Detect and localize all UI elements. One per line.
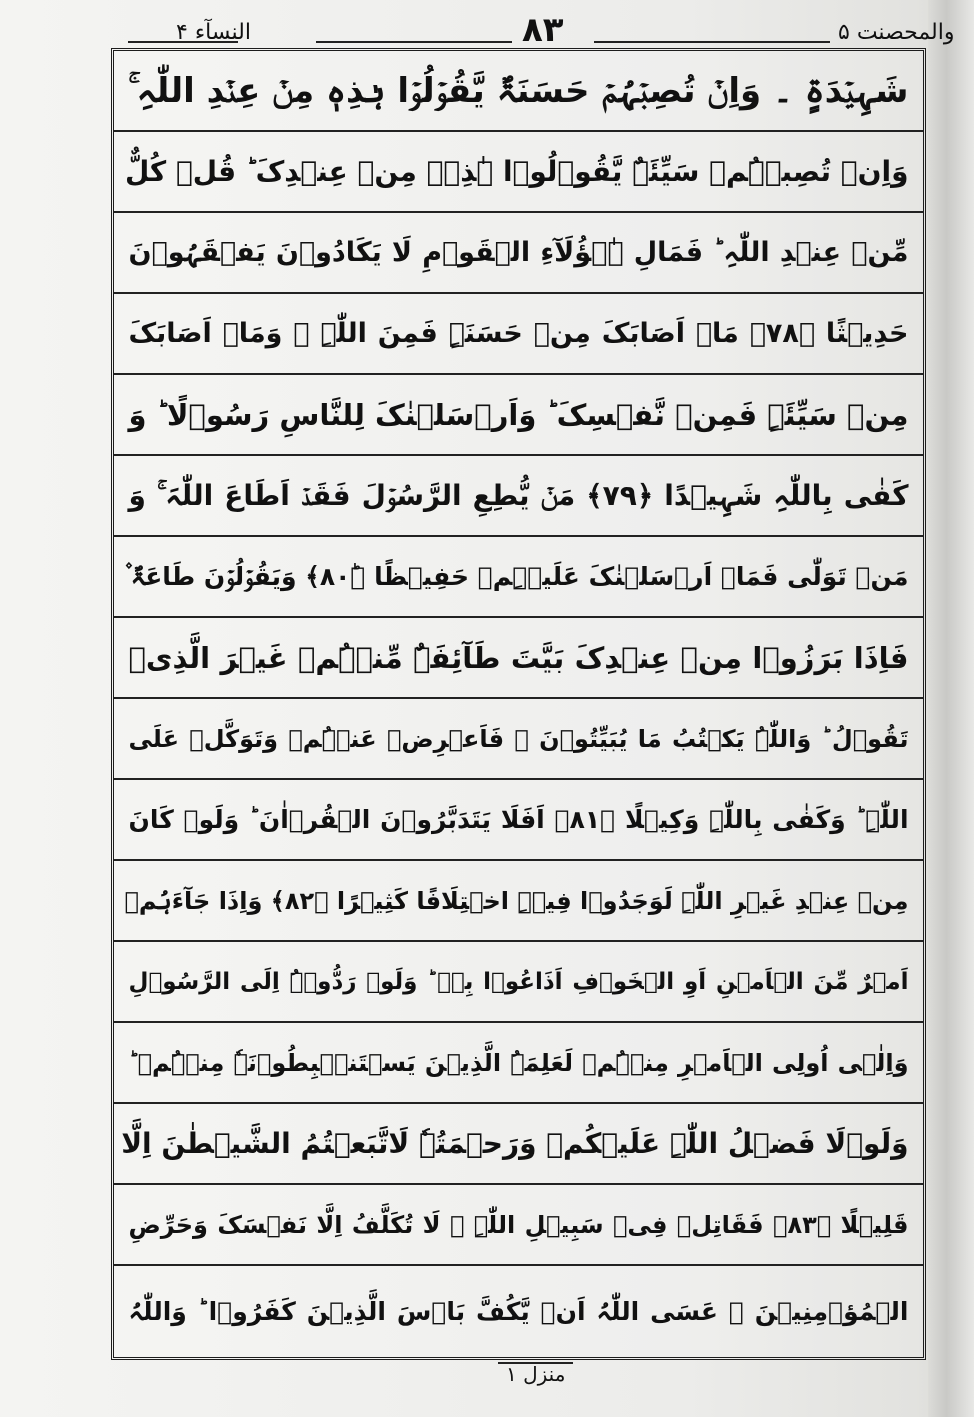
text-line-2	[114, 132, 923, 213]
line-text: وَاِلٰۤی اُولِی الۡاَمۡرِ مِنۡہُمۡ لَعَلِمَہُ الَّذِیۡنَ یَسۡتَنۡۢبِطُوۡنَہٗ مِنۡہُمۡ ؕ	[128, 1048, 909, 1077]
line-text: مِنۡ سَیِّئَۃٍ فَمِنۡ نَّفۡسِکَ ؕ وَاَرۡسَلۡنٰکَ لِلنَّاسِ رَسُوۡلًا ؕ وَ	[128, 397, 909, 432]
page-spine-edge	[928, 0, 974, 1417]
line-text: اللّٰہِ ؕ وَکَفٰی بِاللّٰہِ وَکِیۡلًا ﴿۸۱﴾ اَفَلَا یَتَدَبَّرُوۡنَ الۡقُرۡاٰنَ ؕ وَلَوۡ کَانَ	[128, 804, 909, 834]
text-line-7	[114, 537, 923, 618]
text-line-16	[114, 1266, 923, 1357]
manzil-label: منزل ۱	[506, 1362, 566, 1386]
text-line-14	[114, 1104, 923, 1185]
line-text: الۡمُؤۡمِنِیۡنَ ۚ عَسَی اللّٰہُ اَنۡ یَّکُفَّ بَاۡسَ الَّذِیۡنَ کَفَرُوۡا ؕ وَاللّٰہُ	[128, 1296, 909, 1326]
page-number: ۸۳	[522, 10, 564, 50]
text-line-1	[114, 51, 923, 132]
line-text: حَدِیۡثًا ﴿۷۸﴾ مَاۤ اَصَابَکَ مِنۡ حَسَنَۃٍ فَمِنَ اللّٰہِ ۫ وَمَاۤ اَصَابَکَ	[128, 317, 909, 349]
text-line-6	[114, 456, 923, 537]
line-text: اَمۡرٌ مِّنَ الۡاَمۡنِ اَوِ الۡخَوۡفِ اَذَاعُوۡا بِہٖ ؕ وَلَوۡ رَدُّوۡہُ اِلَی الرَّسُوۡلِ	[128, 968, 909, 995]
text-line-5	[114, 375, 923, 456]
line-text: وَاِنۡ تُصِبۡہُمۡ سَیِّئَۃٌ یَّقُوۡلُوۡا ہٰذِہٖ مِنۡ عِنۡدِکَ ؕ قُلۡ کُلٌّ	[124, 154, 909, 188]
text-line-11	[114, 861, 923, 942]
text-line-12	[114, 942, 923, 1023]
line-text: کَفٰی بِاللّٰہِ شَہِیۡدًا ﴿۷۹﴾ مَنۡ یُّطِعِ الرَّسُوۡلَ فَقَدۡ اَطَاعَ اللّٰہَ ۚ وَ	[128, 478, 909, 512]
line-text: تَقُوۡلُ ؕ وَاللّٰہُ یَکۡتُبُ مَا یُبَیِّتُوۡنَ ۚ فَاَعۡرِضۡ عَنۡہُمۡ وَتَوَکَّلۡ عَلَی	[128, 724, 909, 753]
line-text: مَنۡ تَوَلّٰی فَمَاۤ اَرۡسَلۡنٰکَ عَلَیۡہِمۡ حَفِیۡظًا ﴿ؕ۸۰﴾ وَیَقُوۡلُوۡنَ طَاعَۃٌ ۫	[124, 561, 909, 591]
line-text: مِّنۡ عِنۡدِ اللّٰہِ ؕ فَمَالِ ہٰۤؤُلَآءِ الۡقَوۡمِ لَا یَکَادُوۡنَ یَفۡقَہُوۡنَ	[128, 236, 909, 268]
text-line-4	[114, 294, 923, 375]
page-header	[0, 10, 974, 50]
text-line-9	[114, 699, 923, 780]
line-text: مِنۡ عِنۡدِ غَیۡرِ اللّٰہِ لَوَجَدُوۡا فِیۡہِ اخۡتِلَافًا کَثِیۡرًا ﴿۸۲﴾ وَاِذَا جَآءَہُمۡ	[124, 886, 909, 915]
page-footer	[0, 1360, 974, 1400]
text-line-13	[114, 1023, 923, 1104]
surah-name: النسآء ۴	[176, 20, 251, 45]
line-text: شَہِیۡدَۃٍ ۔ وَاِنۡ تُصِبۡہُمۡ حَسَنَۃٌ یَّقُوۡلُوۡا ہٰذِہٖ مِنۡ عِنۡدِ اللّٰہِ ۚ	[128, 70, 909, 111]
text-frame	[111, 48, 926, 1360]
header-rule-center-right	[594, 41, 830, 43]
text-line-15	[114, 1185, 923, 1266]
line-text: قَلِیۡلًا ﴿۸۳﴾ فَقَاتِلۡ فِیۡ سَبِیۡلِ اللّٰہِ ۚ لَا تُکَلَّفُ اِلَّا نَفۡسَکَ وَحَرِّضِ	[128, 1210, 909, 1239]
text-line-8	[114, 618, 923, 699]
text-line-10	[114, 780, 923, 861]
juz-name: والمحصنت ۵	[838, 20, 955, 45]
line-text: وَلَوۡلَا فَضۡلُ اللّٰہِ عَلَیۡکُمۡ وَرَحۡمَتُہٗ لَاتَّبَعۡتُمُ الشَّیۡطٰنَ اِلَّا	[121, 1126, 909, 1160]
header-rule-center-left	[316, 41, 512, 43]
line-text: فَاِذَا بَرَزُوۡا مِنۡ عِنۡدِکَ بَیَّتَ طَآئِفَۃٌ مِّنۡہُمۡ غَیۡرَ الَّذِیۡ	[128, 640, 909, 675]
text-line-3	[114, 213, 923, 294]
